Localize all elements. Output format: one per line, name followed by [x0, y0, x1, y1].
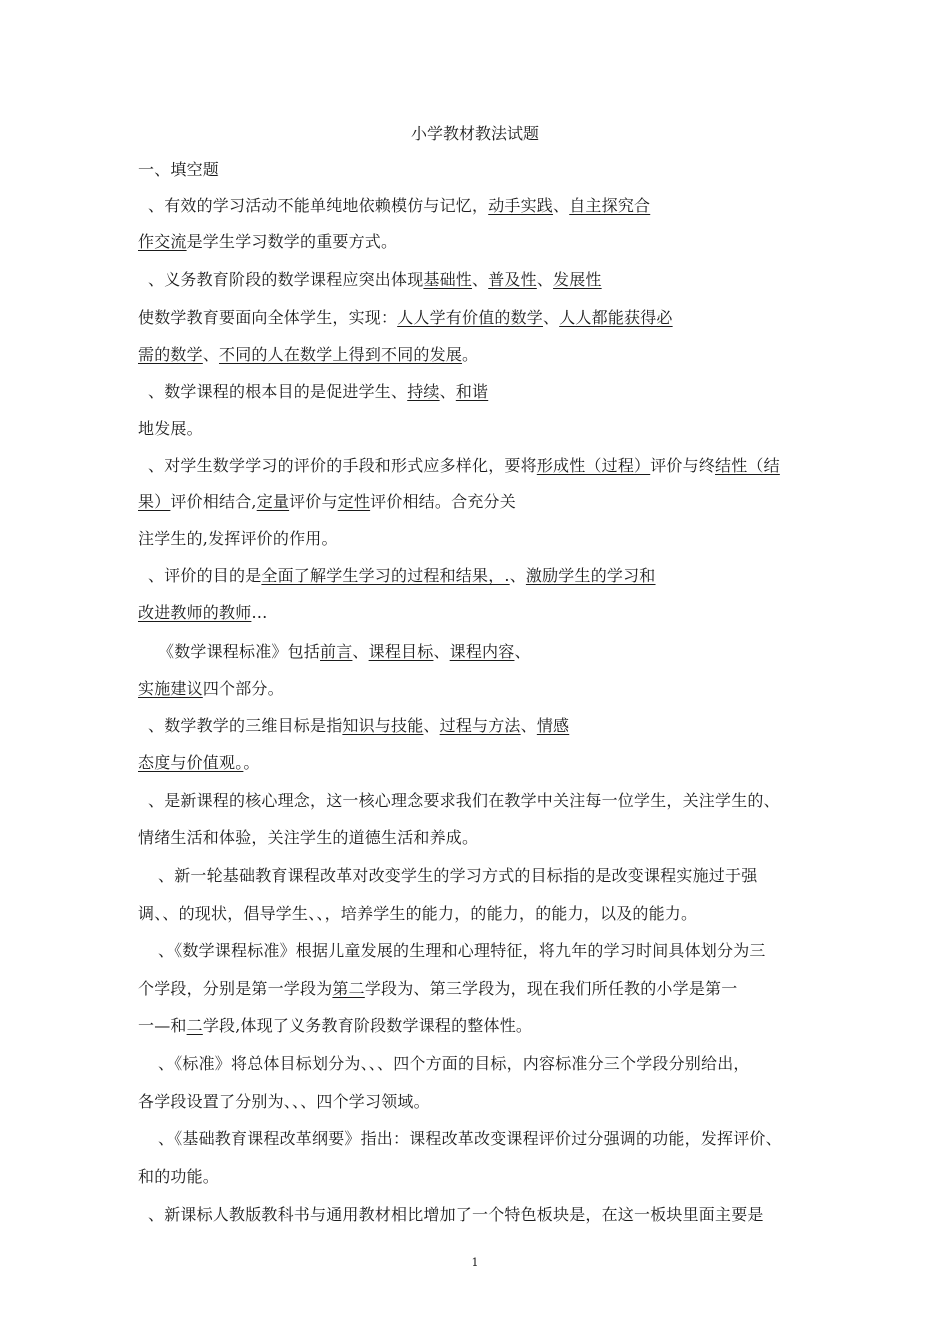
answer: 定性 — [337, 492, 371, 511]
text-line: 、《基础教育课程改革纲要》指出：课程改革改变课程评价过分强调的功能，发挥评价、 — [158, 1129, 782, 1148]
text-line: 《数学课程标准》包括前言、课程目标、课程内容、 — [158, 642, 531, 661]
text-line: 实施建议四个部分。 — [138, 679, 284, 698]
answer: 自主探究合 — [569, 196, 651, 215]
answer: 情感 — [536, 716, 570, 735]
text-line: 和的功能。 — [138, 1167, 220, 1186]
answer: 激励学生的学习和 — [525, 566, 656, 585]
text-line: 、《数学课程标准》根据儿童发展的生理和心理特征，将九年的学习时间具体划分为三 — [158, 941, 766, 960]
text-line: 、数学教学的三维目标是指知识与技能、过程与方法、情感 — [148, 716, 570, 735]
answer: 课程目标 — [368, 642, 434, 661]
text-line: 使数学教育要面向全体学生，实现：人人学有价值的数学、人人都能获得必 — [138, 308, 673, 327]
page-title: 小学教材教法试题 — [410, 124, 539, 143]
answer: 课程内容 — [449, 642, 515, 661]
answer: 基础性 — [423, 270, 473, 289]
text-line: 态度与价值观。。 — [138, 753, 260, 772]
answer: 形成性（过程） — [536, 456, 651, 475]
answer: 结性（结 — [715, 456, 780, 475]
text-line: 一—和二学段,体现了义务教育阶段数学课程的整体性。 — [138, 1016, 533, 1035]
answer: 作交流 — [138, 232, 187, 251]
answer: 实施建议 — [138, 679, 203, 698]
section-heading: 一、填空题 — [138, 160, 220, 179]
answer: 和谐 — [455, 382, 489, 401]
answer: 持续 — [407, 382, 440, 401]
text-line: 改进教师的教师… — [138, 603, 268, 622]
text-line: 需的数学、不同的人在数学上得到不同的发展。 — [138, 345, 479, 364]
answer: 人人学有价值的数学 — [397, 308, 544, 327]
answer: 不同的人在数学上得到不同的发展 — [219, 345, 463, 364]
text-line: 各学段设置了分别为、、、四个学习领域。 — [138, 1092, 430, 1111]
text-line: 、数学课程的根本目的是促进学生、持续、和谐 — [148, 382, 489, 401]
text-line: 个学段，分别是第一学段为第二学段为、第三学段为，现在我们所任教的小学是第一 — [138, 979, 738, 998]
answer: 人人都能获得必 — [559, 308, 673, 327]
text-line: 、对学生数学学习的评价的手段和形式应多样化，要将形成性（过程）评价与终结性（结 — [148, 456, 780, 475]
answer: 态度与价值观。 — [138, 753, 244, 772]
text-line: 、新一轮基础教育课程改革对改变学生的学习方式的目标指的是改变课程实施过于强 — [158, 866, 758, 885]
answer: 前言 — [320, 642, 353, 661]
text-line: 注学生的,发挥评价的作用。 — [138, 529, 338, 548]
text-line: 、《标准》将总体目标划分为、、、四个方面的目标，内容标准分三个学段分别给出， — [158, 1054, 750, 1073]
answer: 果） — [138, 492, 171, 511]
text-line: 情绪生活和体验，关注学生的道德生活和养成。 — [138, 828, 479, 847]
text-line: 、评价的目的是全面了解学生学习的过程和结果，.、激励学生的学习和 — [148, 566, 656, 585]
text-line: 、有效的学习活动不能单纯地依赖模仿与记忆，动手实践、自主探究合 — [148, 196, 651, 215]
answer: 普及性 — [488, 270, 537, 289]
answer: 发展性 — [553, 270, 602, 289]
text-line: 、义务教育阶段的数学课程应突出体现基础性、普及性、发展性 — [148, 270, 602, 289]
answer: 改进教师的教师 — [138, 603, 252, 622]
answer: 全面了解学生学习的过程和结果，. — [261, 566, 510, 585]
text-line: 果）评价相结合,定量评价与定性评价相结。合充分关 — [138, 492, 516, 511]
answer: 动手实践 — [488, 196, 554, 215]
answer: 定量 — [256, 492, 290, 511]
answer: 知识与技能 — [342, 716, 424, 735]
answer: 过程与方法 — [439, 716, 521, 735]
text-line: 、是新课程的核心理念，这一核心理念要求我们在教学中关注每一位学生，关注学生的、 — [148, 791, 780, 810]
text-line: 调、、的现状，倡导学生、、，培养学生的能力，的能力，的能力，以及的能力。 — [138, 904, 698, 923]
answer: 第二 — [332, 979, 365, 998]
page-number: 1 — [471, 1256, 479, 1269]
text-line: 地发展。 — [138, 419, 203, 438]
text-line: 作交流是学生学习数学的重要方式。 — [138, 232, 398, 251]
answer: 二 — [186, 1016, 203, 1035]
answer: 需的数学 — [138, 345, 203, 364]
text-line: 、新课标人教版教科书与通用教材相比增加了一个特色板块是，在这一板块里面主要是 — [148, 1205, 764, 1224]
